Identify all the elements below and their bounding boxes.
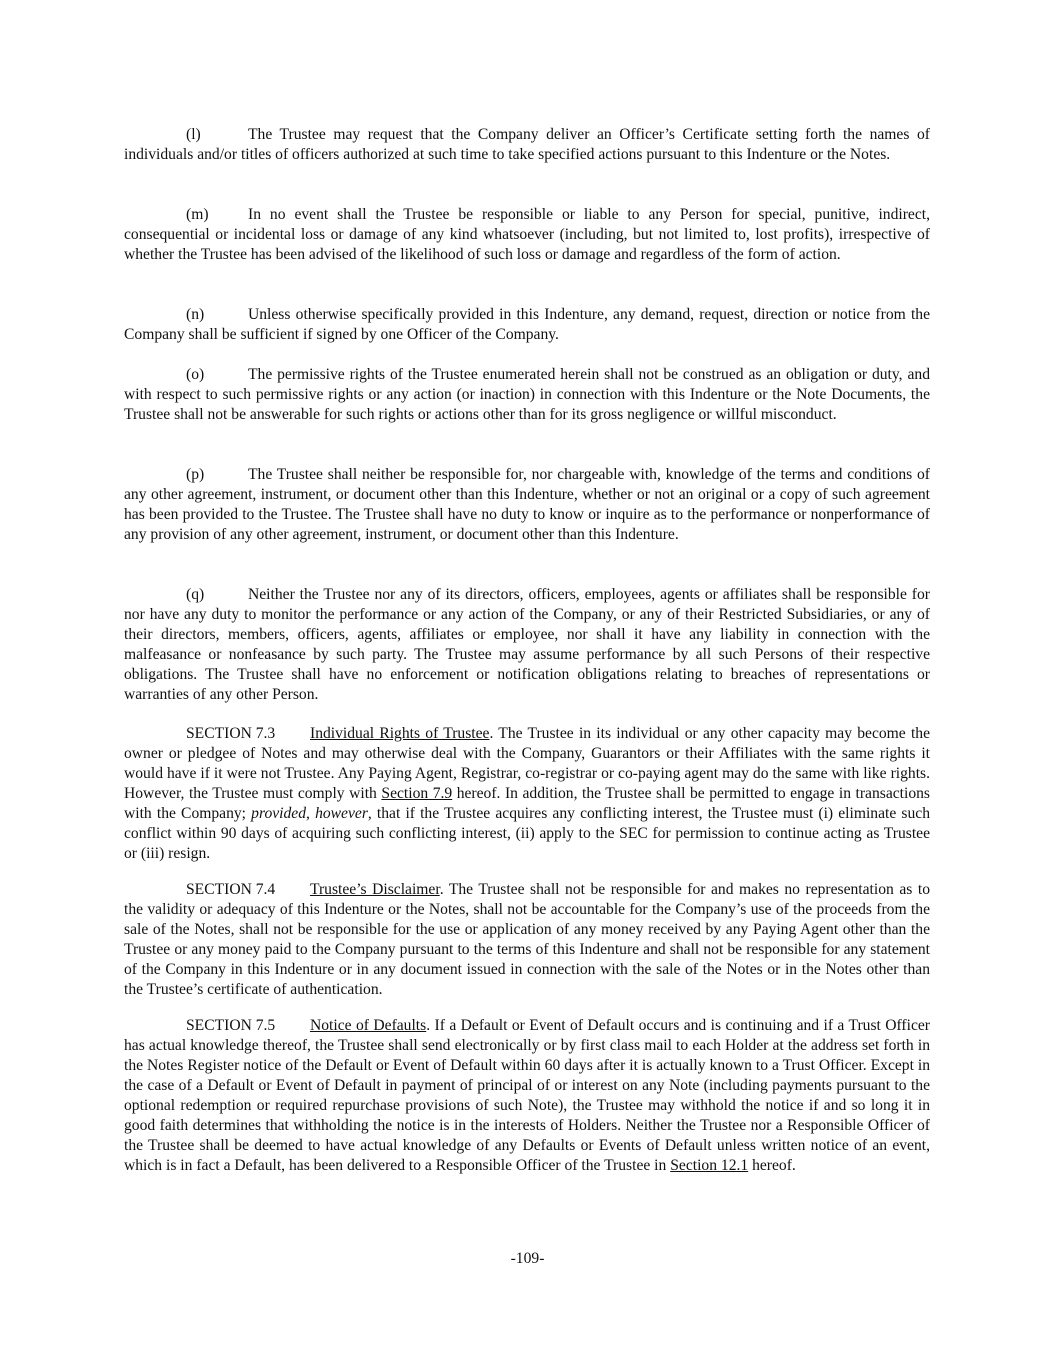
section-number: SECTION 7.3 (186, 725, 276, 742)
paragraph-q (124, 585, 930, 705)
section-number: SECTION 7.4 (186, 881, 276, 898)
paragraph-text: Neither the Trustee nor any of its directors, officers, employees, agents or affiliates shall be responsible for nor have any duty to monitor the performance or any action of the Company, or any of their Restricted Subsidiaries, or any of their directors, members, officers, agents, affiliates or employee, nor shall it have any liability in connection with the malfeasance or nonfeasance by such party. The Trustee may assume performance by all such Persons of their respective obligations. The Trustee shall have no enforcement or notification obligations relating to breaches of representations or warranties of any other Person. (124, 586, 930, 703)
section-text: hereof. (748, 1157, 796, 1174)
section-text: , (306, 805, 316, 822)
paragraph-label: (l) (186, 126, 201, 143)
section-7-4 (124, 880, 930, 1000)
page-number: -109- (510, 1250, 545, 1267)
section-reference-link[interactable]: Section 7.9 (381, 785, 453, 802)
paragraph-l (124, 125, 930, 165)
paragraph-n (124, 305, 930, 345)
paragraph-label: (o) (186, 366, 205, 383)
section-title: Notice of Defaults (310, 1017, 427, 1034)
paragraph-text: The permissive rights of the Trustee enumerated herein shall not be construed as an obligation or duty, and with respect to such permissive rights or any action (or inaction) in connection with this Indenture or the Note Documents, the Trustee shall not be answerable for such rights or actions other than for its gross negligence or willful misconduct. (124, 366, 930, 423)
paragraph-text: Unless otherwise specifically provided in this Indenture, any demand, request, direction or notice from the Company shall be sufficient if signed by one Officer of the Company. (124, 306, 930, 343)
section-text: . If a Default or Event of Default occurs and is continuing and if a Trust Officer has actual knowledge thereof, the Trustee shall send electronically or by first class mail to each Holder at the address set forth in the Notes Register notice of the Default or Event of Default within 60 days after it is actually known to a Trust Officer. Except in the case of a Default or Event of Default in payment of principal of or interest on any Note (including payments pursuant to the optional redemption or required repurchase provisions of such Note), the Trustee may withhold the notice if and so long it in good faith determines that withholding the notice is in the interests of Holders. Neither the Trustee nor a Responsible Officer of the Trustee shall be deemed to have actual knowledge of any Defaults or Events of Default unless written notice of an event, which is in fact a Default, has been delivered to a Responsible Officer of the Trustee in (124, 1017, 930, 1174)
italic-term: provided (251, 805, 307, 822)
section-text: . The Trustee in its individual or any other capacity may become the owner or pledgee of Notes and may otherwise deal with the Company, Guarantors or their Affiliates with the same rights it would have if it were not Trustee. Any Paying Agent, Registrar, co-registrar or co-paying agent may do the same with like rights. However, the Trustee must comply with (124, 725, 931, 802)
section-text: hereof. In addition, the Trustee shall be permitted to engage in transactions with the Company; (124, 785, 931, 822)
paragraph-text: In no event shall the Trustee be responsible or liable to any Person for special, punitive, indirect, consequential or incidental loss or damage of any kind whatsoever (including, but not limited to, lost profits), irrespective of whether the Trustee has been advised of the likelihood of such loss or damage and regardless of the form of action. (124, 206, 930, 263)
section-7-5 (124, 1016, 930, 1176)
section-number: SECTION 7.5 (186, 1017, 276, 1034)
paragraph-m (124, 205, 930, 265)
section-reference-link[interactable]: Section 12.1 (670, 1157, 749, 1174)
paragraph-label: (n) (186, 306, 205, 323)
section-text: , that if the Trustee acquires any conflicting interest, the Trustee must (i) eliminate such conflict within 90 days of acquiring such conflicting interest, (ii) apply to the SEC for permission to continue acting as Trustee or (iii) resign. (124, 805, 931, 862)
paragraph-o (124, 365, 930, 425)
italic-term: however (315, 805, 368, 822)
section-title: Individual Rights of Trustee (310, 725, 490, 742)
section-7-3 (124, 724, 930, 864)
paragraph-label: (p) (186, 466, 205, 483)
section-text: . The Trustee shall not be responsible for and makes no representation as to the validity or adequacy of this Indenture or the Notes, shall not be accountable for the Company’s use of the proceeds from the sale of the Notes, shall not be responsible for the use or application of any money received by any Paying Agent other than the Trustee or any money paid to the Company pursuant to the terms of this Indenture and shall not be responsible for any statement of the Company in this Indenture or in any document issued in connection with the sale of the Notes or in the Notes other than the Trustee’s certificate of authentication. (124, 881, 930, 998)
section-title: Trustee’s Disclaimer (310, 881, 440, 898)
paragraph-p (124, 465, 930, 545)
paragraph-label: (q) (186, 586, 205, 603)
paragraph-text: The Trustee may request that the Company deliver an Officer’s Certificate setting forth the names of individuals and/or titles of officers authorized at such time to take specified actions pursuant to this Indenture or the Notes. (124, 126, 930, 163)
paragraph-label: (m) (186, 206, 209, 223)
paragraph-text: The Trustee shall neither be responsible for, nor chargeable with, knowledge of the terms and conditions of any other agreement, instrument, or document other than this Indenture, whether or not an original or a copy of such agreement has been provided to the Trustee. The Trustee shall have no duty to know or inquire as to the performance or nonperformance of any provision of any other agreement, instrument, or document other than this Indenture. (124, 466, 930, 543)
